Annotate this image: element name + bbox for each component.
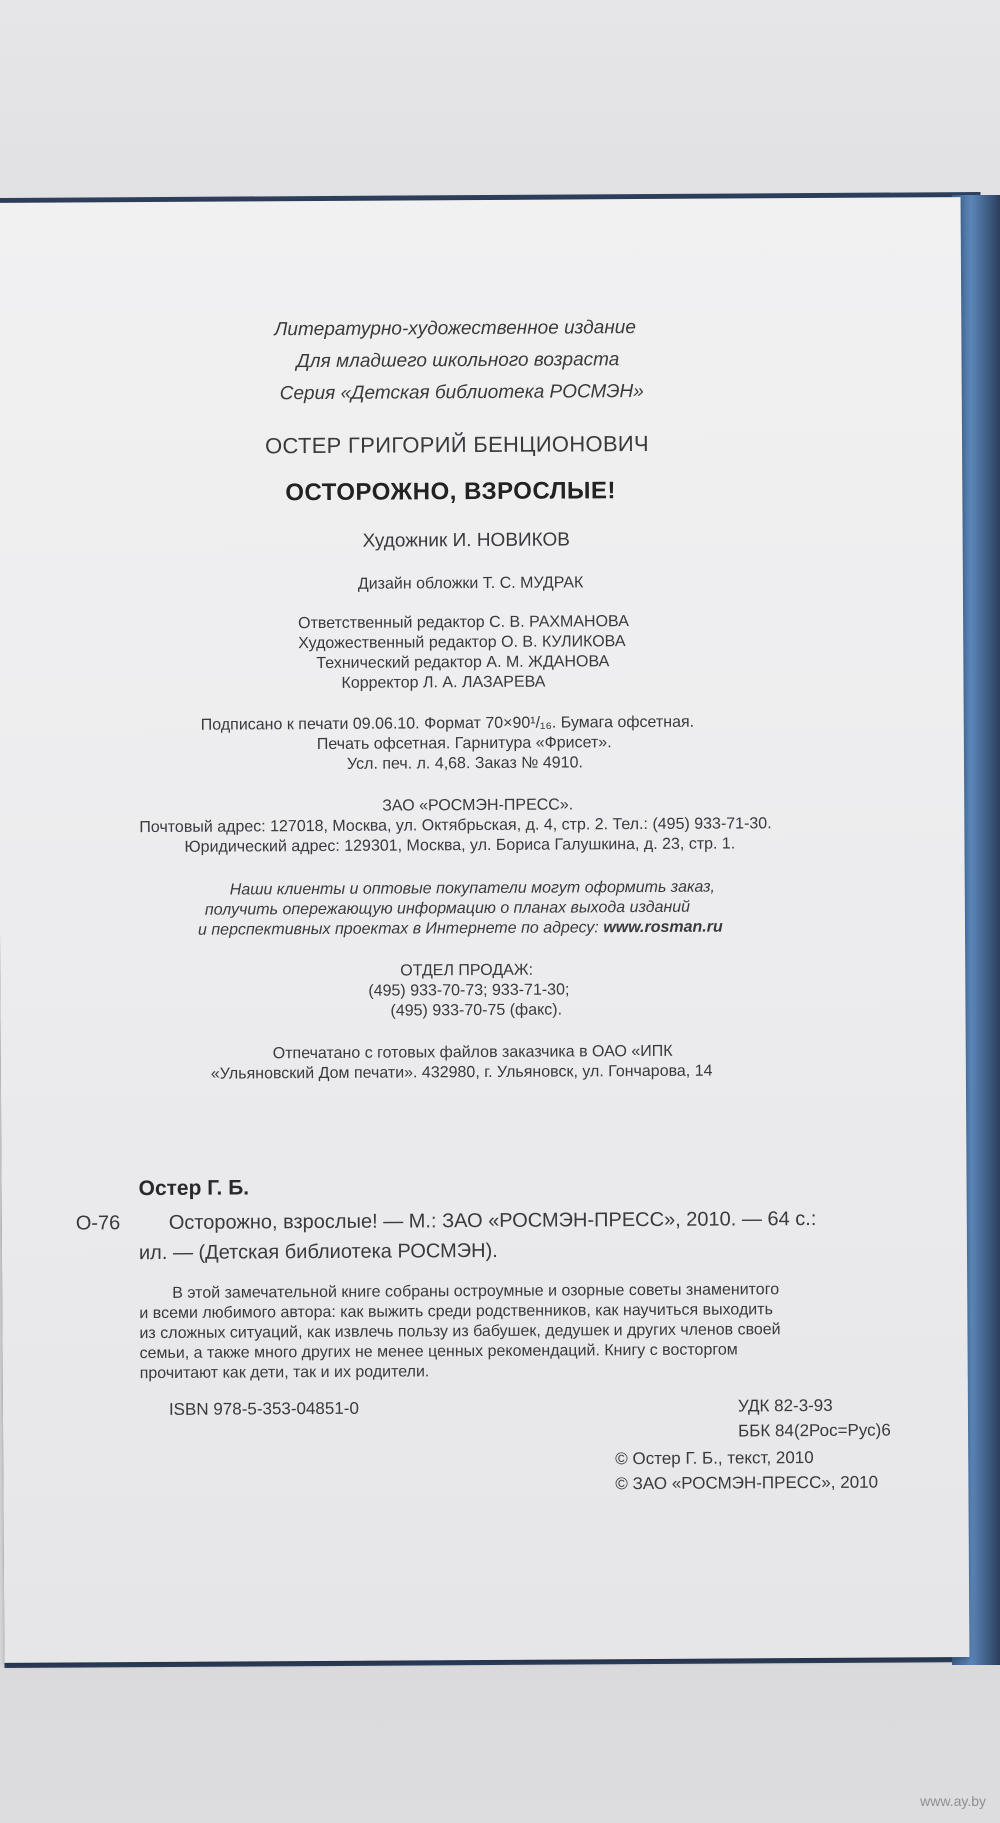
postal-address: Почтовый адрес: 127018, Москва, ул. Октябрьская, д. 4, стр. 2. Тел.: (495) 933-71-30. bbox=[139, 815, 772, 837]
website-link[interactable]: www.rosman.ru bbox=[603, 918, 723, 937]
sales-phones-1: (495) 933-70-73; 933-71-30; bbox=[368, 981, 570, 1000]
sales-heading: ОТДЕЛ ПРОДАЖ: bbox=[400, 961, 534, 980]
author-full-name: ОСТЕР ГРИГОРИЙ БЕНЦИОНОВИЧ bbox=[264, 430, 650, 459]
annotation-3: из сложных ситуаций, как извлечь пользу из бабушек, дедушек и других членов своей bbox=[139, 1321, 781, 1343]
catalog-author: Остер Г. Б. bbox=[138, 1176, 250, 1201]
annotation-2: и всеми любимого автора: как выжить среди родственников, как научиться выходить bbox=[139, 1301, 773, 1323]
legal-address: Юридический адрес: 129301, Москва, ул. Бориса Галушкина, д. 23, стр. 1. bbox=[184, 835, 736, 856]
printed-by-1: Отпечатано с готовых файлов заказчика в ОАО «ИПК bbox=[272, 1042, 673, 1063]
responsible-editor: Ответственный редактор С. В. РАХМАНОВА bbox=[298, 613, 629, 633]
watermark: www.ay.by bbox=[920, 1793, 986, 1809]
series: Серия «Детская библиотека РОСМЭН» bbox=[279, 381, 644, 405]
catalog-description-1: Осторожно, взрослые! — М.: ЗАО «РОСМЭН-ПРЕСС», 2010. — 64 с.: bbox=[168, 1207, 817, 1234]
edition-type: Литературно-художественное издание bbox=[274, 317, 636, 341]
copyright-publisher: © ЗАО «РОСМЭН-ПРЕСС», 2010 bbox=[615, 1472, 879, 1494]
bbk: ББК 84(2Рос=Рус)6 bbox=[738, 1420, 891, 1441]
copyright-author: © Остер Г. Б., текст, 2010 bbox=[615, 1447, 814, 1469]
catalog-code: О-76 bbox=[75, 1212, 121, 1235]
print-info-1: Подписано к печати 09.06.10. Формат 70×90¹/₁₆. Бумага офсетная. bbox=[200, 713, 695, 734]
publisher-name: ЗАО «РОСМЭН-ПРЕСС». bbox=[382, 796, 574, 815]
clients-line-2: получить опережающую информацию о планах выхода изданий bbox=[204, 898, 691, 919]
clients-line-3-text: и перспективных проектах в Интернете по адресу: bbox=[197, 919, 604, 939]
age-group: Для младшего школьного возраста bbox=[296, 349, 620, 373]
clients-line-1: Наши клиенты и оптовые покупатели могут оформить заказ, bbox=[229, 878, 715, 899]
print-info-2: Печать офсетная. Гарнитура «Фрисет». bbox=[316, 734, 612, 754]
sales-phones-2: (495) 933-70-75 (факс). bbox=[390, 1001, 563, 1020]
technical-editor: Технический редактор А. М. ЖДАНОВА bbox=[316, 653, 610, 673]
cover-designer: Дизайн обложки Т. С. МУДРАК bbox=[357, 574, 584, 593]
annotation-5: прочитают как дети, так и их родители. bbox=[139, 1363, 430, 1383]
annotation-1: В этой замечательной книге собраны остроумные и озорные советы знаменитого bbox=[172, 1281, 780, 1302]
corrector: Корректор Л. А. ЛАЗАРЕВА bbox=[341, 673, 546, 692]
art-editor: Художественный редактор О. В. КУЛИКОВА bbox=[298, 633, 626, 653]
clients-line-3 bbox=[198, 919, 723, 940]
book-title: ОСТОРОЖНО, ВЗРОСЛЫЕ! bbox=[285, 477, 617, 507]
imprint-page bbox=[0, 197, 969, 1663]
print-info-3: Усл. печ. л. 4,68. Заказ № 4910. bbox=[346, 754, 583, 773]
udk: УДК 82-3-93 bbox=[737, 1395, 833, 1416]
catalog-description-2: ил. — (Детская библиотека РОСМЭН). bbox=[138, 1239, 498, 1265]
printed-by-2: «Ульяновский Дом печати». 432980, г. Ульяновск, ул. Гончарова, 14 bbox=[210, 1062, 713, 1083]
illustrator: Художник И. НОВИКОВ bbox=[362, 529, 571, 552]
annotation-4: семьи, а также много других не менее ценных рекомендаций. Книгу с восторгом bbox=[139, 1341, 738, 1363]
isbn: ISBN 978-5-353-04851-0 bbox=[168, 1398, 359, 1419]
